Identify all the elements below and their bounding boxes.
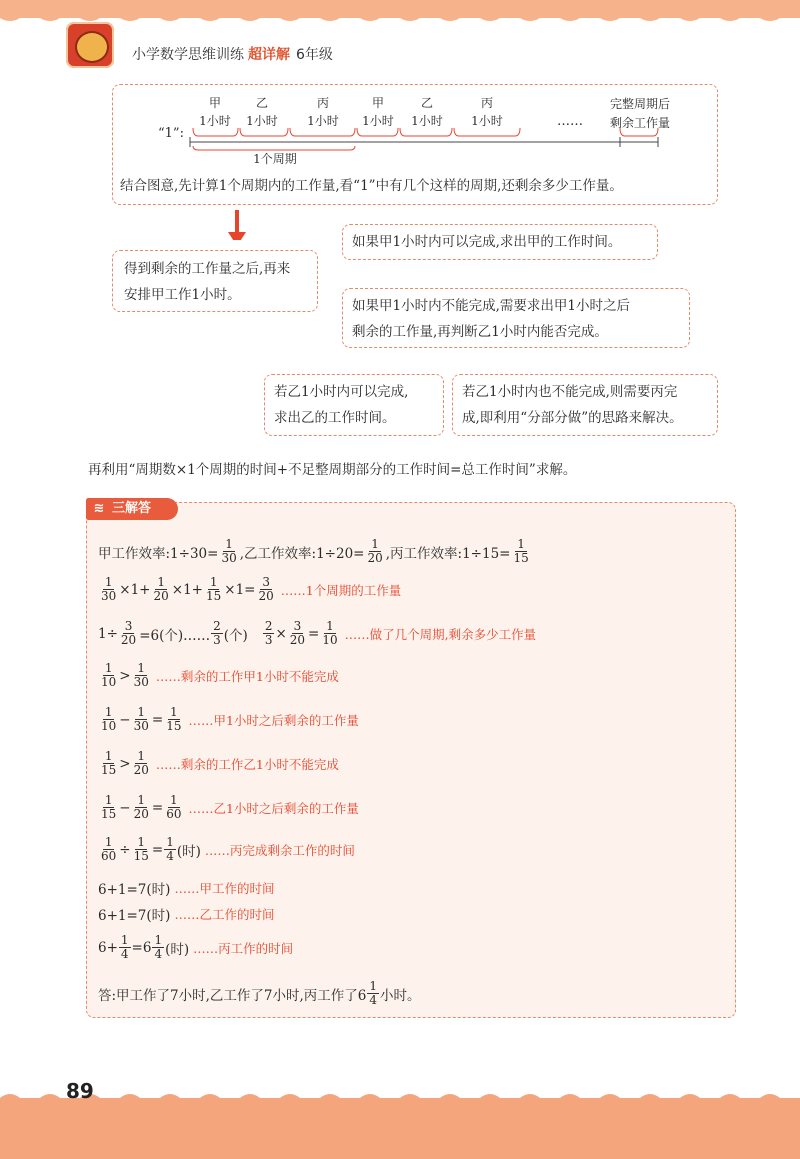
segment-worker: 乙: [255, 96, 268, 110]
case4-text-2: 成,即利用“分部分做”的思路来解决。: [462, 410, 683, 426]
header-title: 小学数学思维训练 超详解 6年级: [132, 47, 333, 63]
diagram-lines: [0, 0, 800, 240]
ellipsis: ……: [557, 114, 583, 129]
unit-label: “1”:: [158, 126, 184, 141]
case4-text-1: 若乙1小时内也不能完成,则需要丙完: [462, 384, 678, 400]
segment-worker: 丙: [480, 96, 493, 110]
line-yi-total: 6+1=7(时) ……乙工作的时间: [98, 907, 275, 924]
summary-text: 再利用“周期数×1个周期的时间+不足整周期部分的工作时间=总工作时间”求解。: [88, 462, 577, 478]
segment-time: 1小时: [471, 114, 503, 128]
diagram-caption: 结合图意,先计算1个周期内的工作量,看“1”中有几个这样的周期,还剩余多少工作量。: [120, 178, 623, 194]
case2-text-2: 剩余的工作量,再判断乙1小时内能否完成。: [352, 324, 608, 340]
line-after-yi: $\frac{1}{15}$ − $\frac{1}{20}$ = $\frac{1}{60}$ ……乙1小时之后剩余的工作量: [101, 793, 359, 821]
segment-worker: 乙: [420, 96, 433, 110]
line-bing-time: $\frac{1}{60}$ ÷ $\frac{1}{15}$ = $\frac{1}{4}$ (时) ……丙完成剩余工作的时间: [101, 835, 355, 863]
segment-time: 1小时: [411, 114, 443, 128]
segment-time: 1小时: [199, 114, 231, 128]
line-compare-jia: $\frac{1}{10}$ > $\frac{1}{30}$ ……剩余的工作甲1小时不能完成: [101, 661, 339, 689]
flow-left-2: 安排甲工作1小时。: [124, 287, 241, 303]
case2-text-1: 如果甲1小时内不能完成,需要求出甲1小时之后: [352, 298, 630, 314]
segment-time: 1小时: [307, 114, 339, 128]
flow-left-1: 得到剩余的工作量之后,再来: [124, 261, 291, 277]
line-efficiency: 甲工作效率:1÷30= $\frac{1}{30}$ ,乙工作效率:1÷20= $\frac{1}{20}$ ,丙工作效率:1÷15= $\frac{1}{15}$: [98, 537, 529, 565]
line-compare-yi: $\frac{1}{15}$ > $\frac{1}{20}$ ……剩余的工作乙1小时不能完成: [101, 749, 339, 777]
remain-label-1: 完整周期后: [609, 97, 670, 111]
case3-text-2: 求出乙的工作时间。: [274, 410, 396, 426]
segment-time: 1小时: [246, 114, 278, 128]
line-period-work: $\frac{1}{30}$ ×1+ $\frac{1}{20}$ ×1+ $\frac{1}{15}$ ×1= $\frac{3}{20}$ ……1个周期的工作量: [101, 575, 402, 603]
bottom-band: [0, 1098, 800, 1159]
line-after-jia: $\frac{1}{10}$ − $\frac{1}{30}$ = $\frac{1}{15}$ ……甲1小时之后剩余的工作量: [101, 705, 359, 733]
waves-icon: ≋: [93, 501, 105, 516]
line-bing-total: 6+ $\frac{1}{4}$ =6 $\frac{1}{4}$ (时) ……丙工作的时间: [98, 933, 294, 961]
remain-label-2: 剩余工作量: [609, 116, 670, 130]
segment-worker: 甲: [371, 96, 384, 110]
line-cycles: 1÷ $\frac{3}{20}$ =6(个)…… $\frac{2}{3}$ (个) $\frac{2}{3}$ × $\frac{3}{20}$ = $\frac{1}{10}$ ……做了几个周期,剩余多少工作量: [98, 619, 537, 647]
segment-worker: 甲: [208, 96, 221, 110]
page-number: 89: [66, 1079, 94, 1103]
segment-worker: 丙: [316, 96, 329, 110]
case3-text-1: 若乙1小时内可以完成,: [274, 384, 409, 400]
line-jia-total: 6+1=7(时) ……甲工作的时间: [98, 881, 275, 898]
answer-line: 答:甲工作了7小时,乙工作了7小时,丙工作了6 $\frac{1}{4}$ 小时。: [98, 979, 421, 1007]
segment-time: 1小时: [362, 114, 394, 128]
solution-badge: ≋ 三解答: [86, 498, 178, 520]
case1-text: 如果甲1小时内可以完成,求出甲的工作时间。: [352, 234, 622, 250]
period-label: 1个周期: [253, 152, 297, 166]
